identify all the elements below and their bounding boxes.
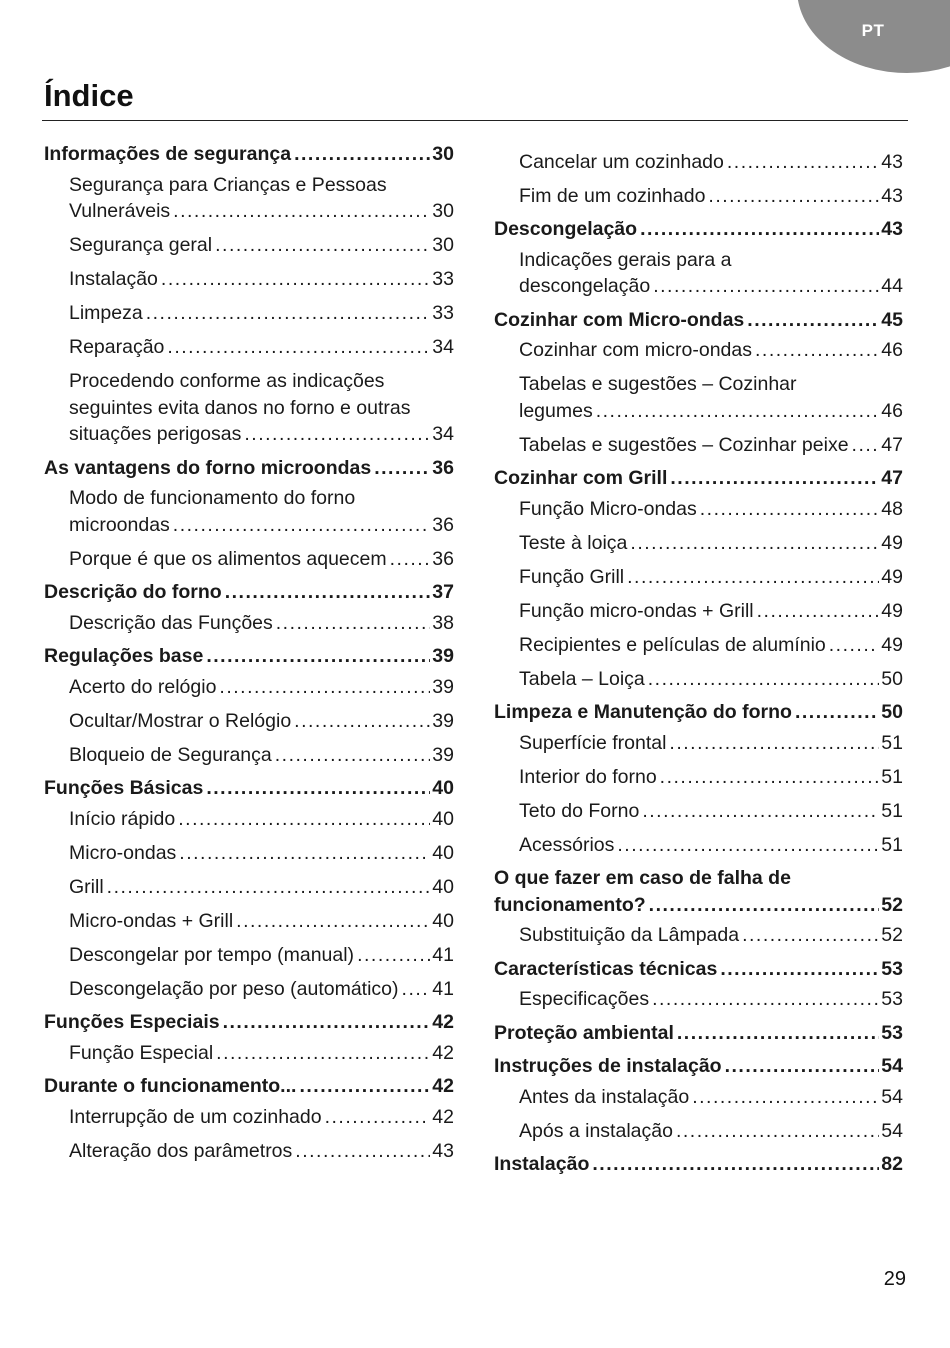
dot-leader [692, 1084, 879, 1111]
toc-entry-text: Após a instalação [519, 1119, 673, 1142]
toc-subsection[interactable] [44, 1104, 454, 1131]
toc-page-number: 50 [881, 667, 903, 690]
toc-page-number: 47 [881, 433, 903, 456]
toc-page-number: 43 [881, 218, 903, 240]
toc-page-number: 34 [432, 423, 454, 445]
toc-page-number: 43 [432, 1139, 454, 1162]
toc-page-number: 47 [881, 467, 903, 489]
toc-page-number: 51 [881, 765, 903, 788]
toc-page-number: 51 [881, 799, 903, 822]
toc-entry-text: Superfície frontal [519, 731, 667, 754]
toc-entry-text: Acessórios [519, 833, 615, 856]
toc-page-number: 39 [432, 675, 454, 698]
toc-entry-text: Bloqueio de Segurança [69, 743, 272, 766]
toc-subsection[interactable] [44, 334, 454, 361]
toc-section[interactable] [494, 1053, 903, 1080]
toc-page-number: 42 [432, 1075, 454, 1097]
toc-entry-text: Função Micro-ondas [519, 497, 697, 520]
dot-leader [167, 334, 430, 361]
toc-page-number: 36 [432, 547, 454, 570]
toc-entry-text: Teste à loiça [519, 531, 628, 554]
dot-leader [295, 1138, 430, 1165]
toc-subsection[interactable] [494, 247, 903, 300]
toc-subsection[interactable] [494, 1084, 903, 1111]
dot-leader [161, 266, 430, 293]
toc-page-number: 30 [432, 234, 454, 256]
toc-section[interactable] [494, 307, 903, 334]
page-number: 29 [883, 1268, 906, 1290]
dot-leader [725, 1053, 880, 1080]
toc-entry-text: Função Grill [519, 565, 625, 588]
toc-entry-text: Micro-ondas [69, 841, 177, 864]
language-label: PT [861, 21, 885, 40]
toc-entry-text: Teto do Forno [519, 799, 640, 822]
dot-leader [648, 666, 880, 693]
toc-section[interactable] [494, 865, 903, 918]
toc-subsection[interactable] [44, 708, 454, 735]
toc-subsection[interactable] [44, 610, 454, 637]
toc-page-number: 39 [432, 743, 454, 766]
toc-page-number: 49 [881, 633, 903, 656]
dot-leader [299, 1073, 430, 1100]
toc-entry-text: Interior do forno [519, 765, 657, 788]
toc-page-number: 48 [881, 497, 903, 520]
toc-section[interactable] [494, 1151, 903, 1178]
toc-page-number: 46 [881, 399, 903, 422]
dot-leader [660, 764, 880, 791]
toc-entry-text: Vulneráveis [69, 200, 171, 222]
toc-section[interactable] [44, 141, 454, 168]
toc-subsection[interactable] [494, 832, 903, 859]
dot-leader [669, 730, 879, 757]
toc-section[interactable] [44, 643, 454, 670]
toc-subsection[interactable] [44, 674, 454, 701]
dot-leader [795, 699, 879, 726]
toc-entry-text: Instalação [494, 1153, 590, 1175]
toc-page-number: 43 [881, 184, 903, 207]
toc-subsection[interactable] [494, 986, 903, 1013]
toc-entry-text: Ocultar/Mostrar o Relógio [69, 709, 292, 732]
toc-entry-text: descongelação [519, 275, 651, 297]
dot-leader [236, 908, 430, 935]
toc-subsection[interactable] [494, 496, 903, 523]
toc-subsection[interactable] [494, 730, 903, 757]
toc-entry-text: Acerto do relógio [69, 675, 217, 698]
toc-entry-text: Porque é que os alimentos aquecem [69, 547, 387, 570]
toc-subsection[interactable] [44, 908, 454, 935]
toc-section[interactable] [44, 1009, 454, 1036]
toc-page-number: 42 [432, 1041, 454, 1064]
toc-entry-text: Tabelas e sugestões – Cozinhar peixe [519, 433, 849, 456]
toc-page-number: 50 [881, 701, 903, 723]
toc-subsection[interactable] [44, 232, 454, 259]
toc-subsection[interactable] [44, 485, 454, 538]
toc-entry-text: Características técnicas [494, 957, 718, 980]
toc-page-number: 82 [881, 1153, 903, 1175]
toc-page-number: 40 [432, 841, 454, 864]
dot-leader [225, 579, 431, 606]
toc-entry-text: Funções Básicas [44, 777, 204, 799]
toc-subsection[interactable] [494, 183, 903, 210]
toc-entry-text: funcionamento? [494, 893, 646, 916]
toc-entry-text: Interrupção de um cozinhado [69, 1105, 322, 1128]
toc-entry-text: Função micro-ondas + Grill [519, 599, 754, 622]
toc-page-number: 51 [881, 833, 903, 856]
toc-subsection[interactable] [494, 922, 903, 949]
dot-leader [677, 1020, 879, 1047]
toc-page-number: 39 [432, 709, 454, 732]
toc-section[interactable] [44, 775, 454, 802]
dot-leader [216, 1040, 430, 1067]
toc-section[interactable] [44, 579, 454, 606]
toc-page-number: 52 [881, 893, 903, 916]
dot-leader [402, 976, 431, 1003]
toc-page-number: 49 [881, 531, 903, 554]
toc-page-number: 53 [881, 988, 903, 1010]
toc-page-number: 40 [432, 777, 454, 799]
toc-entry-text: Proteção ambiental [494, 1021, 674, 1044]
toc-section[interactable] [494, 465, 903, 492]
toc-entry-text: Instruções de instalação [494, 1055, 722, 1077]
toc-entry-text: Alteração dos parâmetros [69, 1139, 293, 1162]
toc-section[interactable] [494, 956, 903, 983]
toc-subsection[interactable] [44, 840, 454, 867]
toc-subsection[interactable] [494, 798, 903, 825]
dot-leader [107, 874, 431, 901]
toc-page-number: 45 [881, 308, 903, 331]
toc-entry-text: Limpeza [69, 302, 143, 324]
toc-entry-text: Informações de segurança [44, 143, 292, 165]
toc-entry-text: Início rápido [69, 807, 176, 830]
toc-entry-text: Regulações base [44, 645, 204, 667]
dot-leader [617, 832, 879, 859]
toc-subsection[interactable] [494, 666, 903, 693]
toc-entry-text: Micro-ondas + Grill [69, 909, 234, 932]
toc-entry-text: Especificações [519, 988, 650, 1010]
toc-subsection[interactable] [494, 598, 903, 625]
dot-leader [275, 742, 431, 769]
dot-leader [670, 465, 879, 492]
toc-entry-text: Segurança geral [69, 234, 213, 256]
toc-entry-text: Descongelação [494, 218, 638, 240]
toc-entry-text: Procedendo conforme as indicações [69, 370, 385, 392]
toc-entry-text: Funções Especiais [44, 1011, 220, 1033]
toc-entry-text: Cozinhar com Grill [494, 467, 668, 489]
dot-leader [206, 775, 430, 802]
toc-page-number: 44 [881, 275, 903, 297]
toc-subsection[interactable] [44, 172, 454, 225]
toc-page-number: 42 [432, 1105, 454, 1128]
toc-page-number: 54 [881, 1119, 903, 1142]
toc-subsection[interactable] [44, 976, 454, 1003]
toc-subsection[interactable] [44, 546, 454, 573]
dot-leader [755, 337, 879, 364]
dot-leader [852, 432, 880, 459]
toc-page-number: 51 [881, 731, 903, 754]
toc-subsection[interactable] [44, 300, 454, 327]
toc-entry-text: Segurança para Crianças e Pessoas [69, 173, 387, 196]
toc-subsection[interactable] [494, 1118, 903, 1145]
title-divider [42, 120, 908, 121]
toc-entry-text: As vantagens do forno microondas [44, 456, 372, 479]
dot-leader [596, 398, 880, 425]
toc-section[interactable] [44, 1073, 454, 1100]
dot-leader [146, 300, 431, 327]
toc-page-number: 38 [432, 611, 454, 634]
toc-section[interactable] [494, 1020, 903, 1047]
toc-entry-text: Substituição da Lâmpada [519, 924, 740, 946]
toc-page-number: 54 [881, 1085, 903, 1108]
toc-page-number: 33 [432, 268, 454, 290]
toc-subsection[interactable] [494, 764, 903, 791]
toc-page-number: 46 [881, 339, 903, 361]
toc-right-column [494, 141, 903, 1178]
dot-leader [374, 455, 430, 482]
dot-leader [276, 610, 431, 637]
dot-leader [720, 956, 879, 983]
dot-leader [642, 798, 879, 825]
dot-leader [223, 1009, 431, 1036]
toc-page-number: 34 [432, 336, 454, 358]
toc-page-number: 41 [432, 943, 454, 966]
toc-section[interactable] [44, 455, 454, 482]
dot-leader [294, 708, 430, 735]
toc-subsection[interactable] [44, 806, 454, 833]
toc-subsection[interactable] [44, 1138, 454, 1165]
toc-entry-text: microondas [69, 513, 170, 536]
dot-leader [390, 546, 431, 573]
toc-page-number: 37 [432, 581, 454, 603]
dot-leader [700, 496, 880, 523]
toc-page-number: 53 [881, 1021, 903, 1044]
toc-page-number: 36 [432, 456, 454, 479]
toc-subsection[interactable] [44, 266, 454, 293]
toc-left-column [44, 141, 454, 1164]
dot-leader [325, 1104, 431, 1131]
toc-entry-text: Recipientes e películas de alumínio [519, 633, 826, 656]
toc-page-number: 52 [881, 924, 903, 946]
toc-page-number: 53 [881, 957, 903, 980]
toc-subsection[interactable] [44, 942, 454, 969]
toc-page-number: 49 [881, 565, 903, 588]
dot-leader [757, 598, 880, 625]
dot-leader [653, 273, 879, 300]
dot-leader [173, 198, 430, 225]
dot-leader [708, 183, 879, 210]
toc-page-number: 54 [881, 1055, 903, 1077]
toc-entry-text: Antes da instalação [519, 1085, 690, 1108]
toc-entry-text: Grill [69, 875, 104, 898]
toc-page-number: 30 [432, 143, 454, 165]
toc-subsection[interactable] [44, 742, 454, 769]
toc-entry-text: Descrição das Funções [69, 611, 273, 634]
toc-entry-text: Cozinhar com micro-ondas [519, 339, 753, 361]
toc-entry-text: Indicações gerais para a [519, 248, 732, 271]
dot-leader [630, 530, 879, 557]
toc-subsection[interactable] [494, 530, 903, 557]
dot-leader [676, 1118, 879, 1145]
toc-entry-text: legumes [519, 399, 593, 422]
toc-section[interactable] [494, 216, 903, 243]
toc-page-number: 42 [432, 1011, 454, 1033]
toc-page-number: 49 [881, 599, 903, 622]
dot-leader [215, 232, 430, 259]
toc-entry-text: seguintes evita danos no forno e outras [69, 396, 411, 419]
toc-subsection[interactable] [44, 1040, 454, 1067]
toc-subsection[interactable] [44, 874, 454, 901]
dot-leader [178, 806, 430, 833]
toc-page-number: 36 [432, 513, 454, 536]
dot-leader [747, 307, 879, 334]
toc-page-number: 39 [432, 645, 454, 667]
dot-leader [829, 632, 880, 659]
toc-entry-text: Cancelar um cozinhado [519, 150, 724, 173]
page-title: Índice [44, 78, 134, 113]
toc-page-number: 41 [432, 977, 454, 1000]
toc-page-number: 30 [432, 200, 454, 222]
toc-page-number: 40 [432, 875, 454, 898]
toc-subsection[interactable] [494, 149, 903, 176]
dot-leader [592, 1151, 879, 1178]
toc-entry-text: Tabela – Loiça [519, 667, 645, 690]
toc-page-number: 43 [881, 150, 903, 173]
toc-entry-text: Descongelação por peso (automático) [69, 977, 399, 1000]
toc-entry-text: Função Especial [69, 1041, 214, 1064]
toc-subsection[interactable] [494, 564, 903, 591]
dot-leader [640, 216, 879, 243]
dot-leader [627, 564, 879, 591]
dot-leader [649, 892, 880, 919]
toc-subsection[interactable] [44, 368, 454, 448]
dot-leader [179, 840, 430, 867]
toc-entry-text: Limpeza e Manutenção do forno [494, 701, 792, 723]
toc-subsection[interactable] [494, 337, 903, 364]
toc-subsection[interactable] [494, 432, 903, 459]
toc-entry-text: situações perigosas [69, 423, 242, 445]
toc-page-number: 40 [432, 909, 454, 932]
dot-leader [244, 421, 430, 448]
dot-leader [652, 986, 879, 1013]
dot-leader [294, 141, 430, 168]
toc-entry-text: Descrição do forno [44, 581, 222, 603]
dot-leader [727, 149, 879, 176]
toc-entry-text: Reparação [69, 336, 165, 358]
toc-section[interactable] [494, 699, 903, 726]
toc-subsection[interactable] [494, 371, 903, 424]
toc-entry-text: Tabelas e sugestões – Cozinhar [519, 373, 797, 395]
toc-subsection[interactable] [494, 632, 903, 659]
dot-leader [173, 512, 431, 539]
dot-leader [357, 942, 430, 969]
dot-leader [219, 674, 430, 701]
toc-page-number: 40 [432, 807, 454, 830]
toc-entry-text: Modo de funcionamento do forno [69, 487, 356, 509]
toc-entry-text: O que fazer em caso de falha de [494, 867, 791, 889]
toc-entry-text: Descongelar por tempo (manual) [69, 943, 355, 966]
dot-leader [206, 643, 430, 670]
dot-leader [742, 922, 879, 949]
toc-entry-text: Durante o funcionamento... [44, 1075, 297, 1097]
toc-entry-text: Fim de um cozinhado [519, 184, 706, 207]
toc-entry-text: Cozinhar com Micro-ondas [494, 308, 745, 331]
toc-entry-text: Instalação [69, 268, 158, 290]
toc-page-number: 33 [432, 302, 454, 324]
